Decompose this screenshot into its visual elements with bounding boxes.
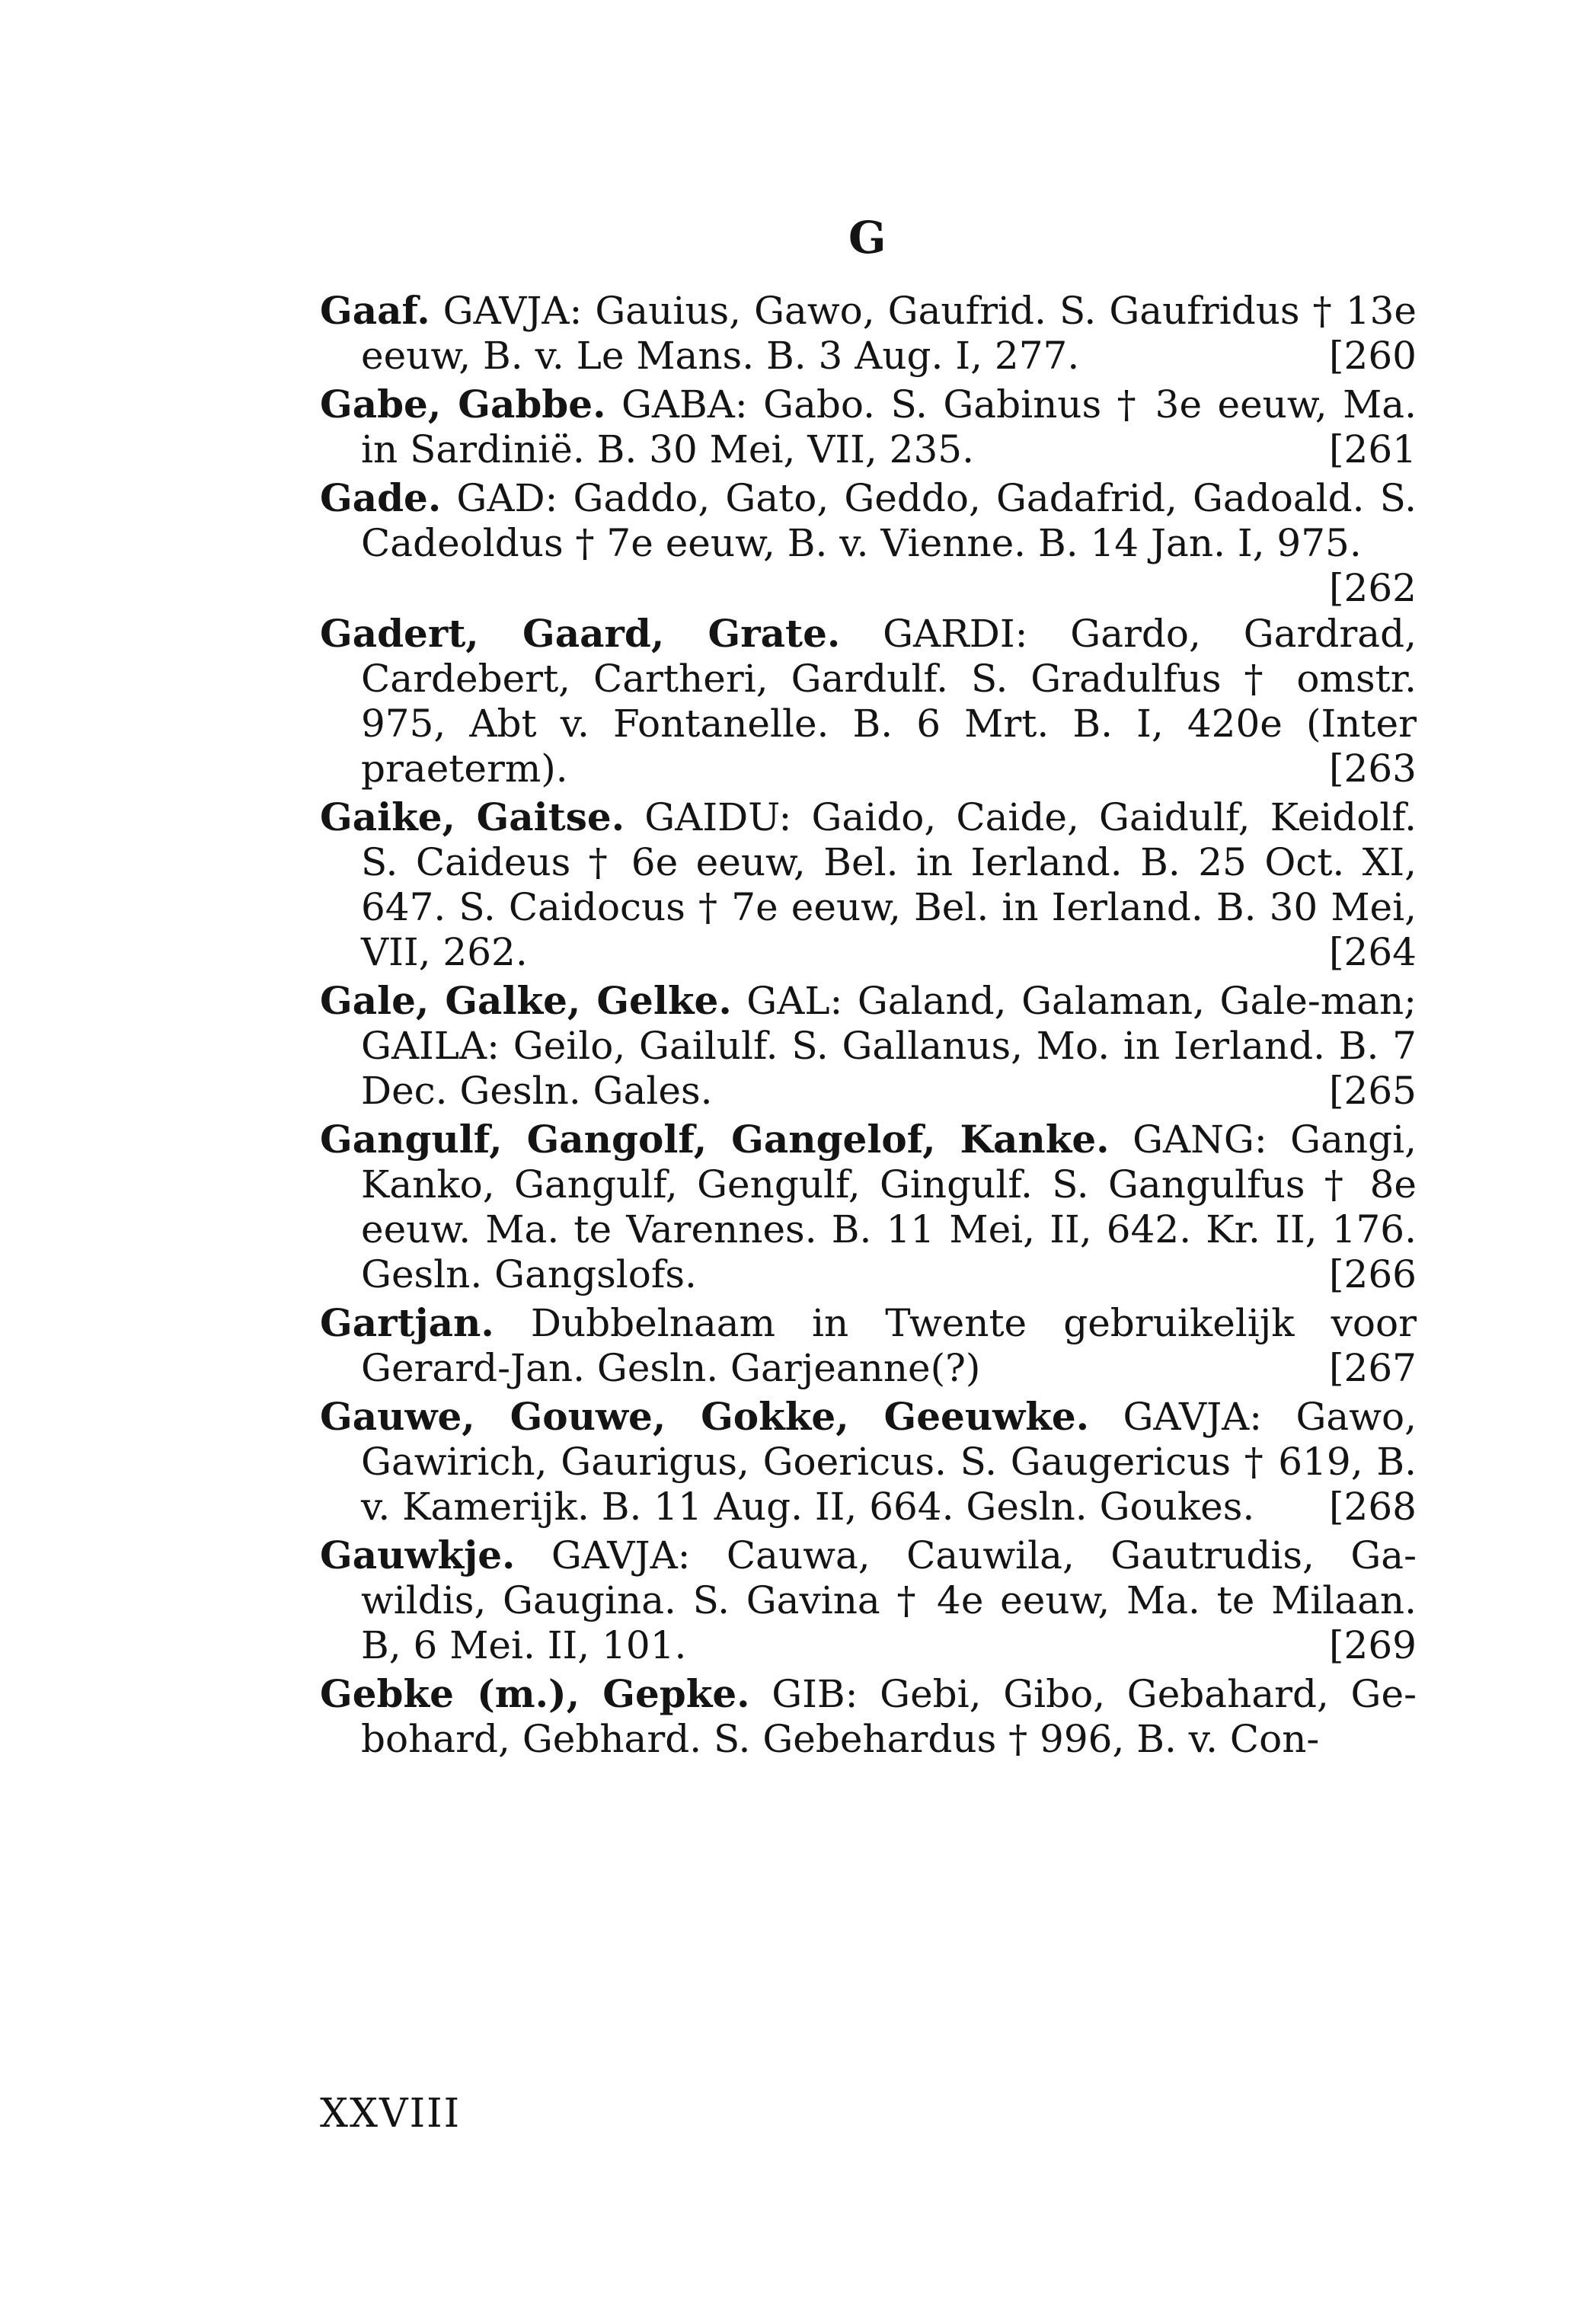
entry-265 — [320, 978, 1417, 1114]
entry-266 — [320, 1117, 1417, 1297]
entry-gebke — [320, 1671, 1417, 1762]
entry-number: [265 — [1329, 1069, 1417, 1113]
entry-text: GAVJA: Gauius, Gawo, Gaufrid. S. Gaufridus † 13e eeuw, B. v. Le Mans. B. 3 Aug. I, 277. — [361, 289, 1417, 378]
entry-text: GIB: Gebi, Gibo, Gebahard, Ge-bohard, Gebhard. S. Gebehardus † 996, B. v. Con- — [361, 1672, 1417, 1761]
entry-headword: Gaaf. — [320, 288, 430, 333]
entry-268 — [320, 1394, 1417, 1530]
entry-text: GAL: Galand, Galaman, Gale-man; GAILA: Geilo, Gailulf. S. Gallanus, Mo. in Ierland. B. 7 Dec. Gesln. Gales. — [361, 979, 1417, 1113]
entry-headword: Gauwe, Gouwe, Gokke, Geeuwke. — [320, 1394, 1090, 1439]
entry-headword: Gale, Galke, Gelke. — [320, 978, 732, 1023]
entry-headword: Gebke (m.), Gepke. — [320, 1671, 750, 1716]
entry-263 — [320, 611, 1417, 791]
entry-headword: Gartjan. — [320, 1300, 494, 1345]
entry-number: [266 — [1329, 1252, 1417, 1296]
entry-text: GARDI: Gardo, Gardrad, Cardebert, Cartheri, Gardulf. S. Gradulfus † omstr. 975, Abt v. Fontanelle. B. 6 Mrt. B. I, 420e (Inter praeterm). — [361, 612, 1417, 791]
entry-261 — [320, 382, 1417, 472]
entry-text: GAIDU: Gaido, Caide, Gaidulf, Keidolf. S. Caideus † 6e eeuw, Bel. in Ierland. B. 25 Oct. XI, 647. S. Caidocus † 7e eeuw, Bel. in Ierland. B. 30 Mei, VII, 262. — [361, 795, 1417, 974]
entry-text: GANG: Gangi, Kanko, Gangulf, Gengulf, Gingulf. S. Gangulfus † 8e eeuw. Ma. te Varennes. B. 11 Mei, II, 642. Kr. II, 176. Gesln. Gangslofs. — [361, 1117, 1417, 1296]
entry-text: GABA: Gabo. S. Gabinus † 3e eeuw, Ma. in Sardinië. B. 30 Mei, VII, 235. — [361, 382, 1417, 472]
entry-headword: Gangulf, Gangolf, Gangelof, Kanke. — [320, 1117, 1110, 1162]
entry-number: [263 — [1329, 746, 1417, 791]
entry-267 — [320, 1300, 1417, 1391]
entry-text: GAD: Gaddo, Gato, Geddo, Gadafrid, Gadoald. S. Cadeoldus † 7e eeuw, B. v. Vienne. B. 14 Jan. I, 975. — [361, 476, 1417, 565]
entry-number: [261 — [1329, 427, 1417, 472]
entry-269 — [320, 1533, 1417, 1668]
entry-headword: Gadert, Gaard, Grate. — [320, 611, 841, 656]
entry-text: GAVJA: Gawo, Gawirich, Gaurigus, Goericus. S. Gaugericus † 619, B. v. Kamerijk. B. 11 Aug. II, 664. Gesln. Goukes. — [361, 1395, 1417, 1529]
entry-number: [260 — [1329, 334, 1417, 378]
entry-text: Dubbelnaam in Twente gebruikelijk voor Gerard-Jan. Gesln. Garjeanne(?) — [361, 1301, 1417, 1390]
entry-number: [264 — [1329, 930, 1417, 974]
entry-headword: Gabe, Gabbe. — [320, 382, 606, 427]
entry-headword: Gade. — [320, 475, 442, 520]
entry-number: [268 — [1329, 1485, 1417, 1529]
entry-number: [262 — [1329, 566, 1417, 610]
entry-headword: Gaike, Gaitse. — [320, 794, 625, 839]
page-heading: G — [848, 212, 887, 264]
entry-260 — [320, 288, 1417, 379]
entry-264 — [320, 794, 1417, 975]
entry-number: [267 — [1329, 1346, 1417, 1390]
entry-262 — [320, 475, 1417, 610]
entry-number: [269 — [1329, 1623, 1417, 1667]
entry-headword: Gauwkje. — [320, 1533, 516, 1578]
page-folio: XXVIII — [320, 2091, 462, 2137]
entry-list — [320, 288, 1417, 1765]
entry-text: GAVJA: Cauwa, Cauwila, Gautrudis, Ga-wildis, Gaugina. S. Gavina † 4e eeuw, Ma. te Milaan. B, 6 Mei. II, 101. — [361, 1533, 1417, 1667]
